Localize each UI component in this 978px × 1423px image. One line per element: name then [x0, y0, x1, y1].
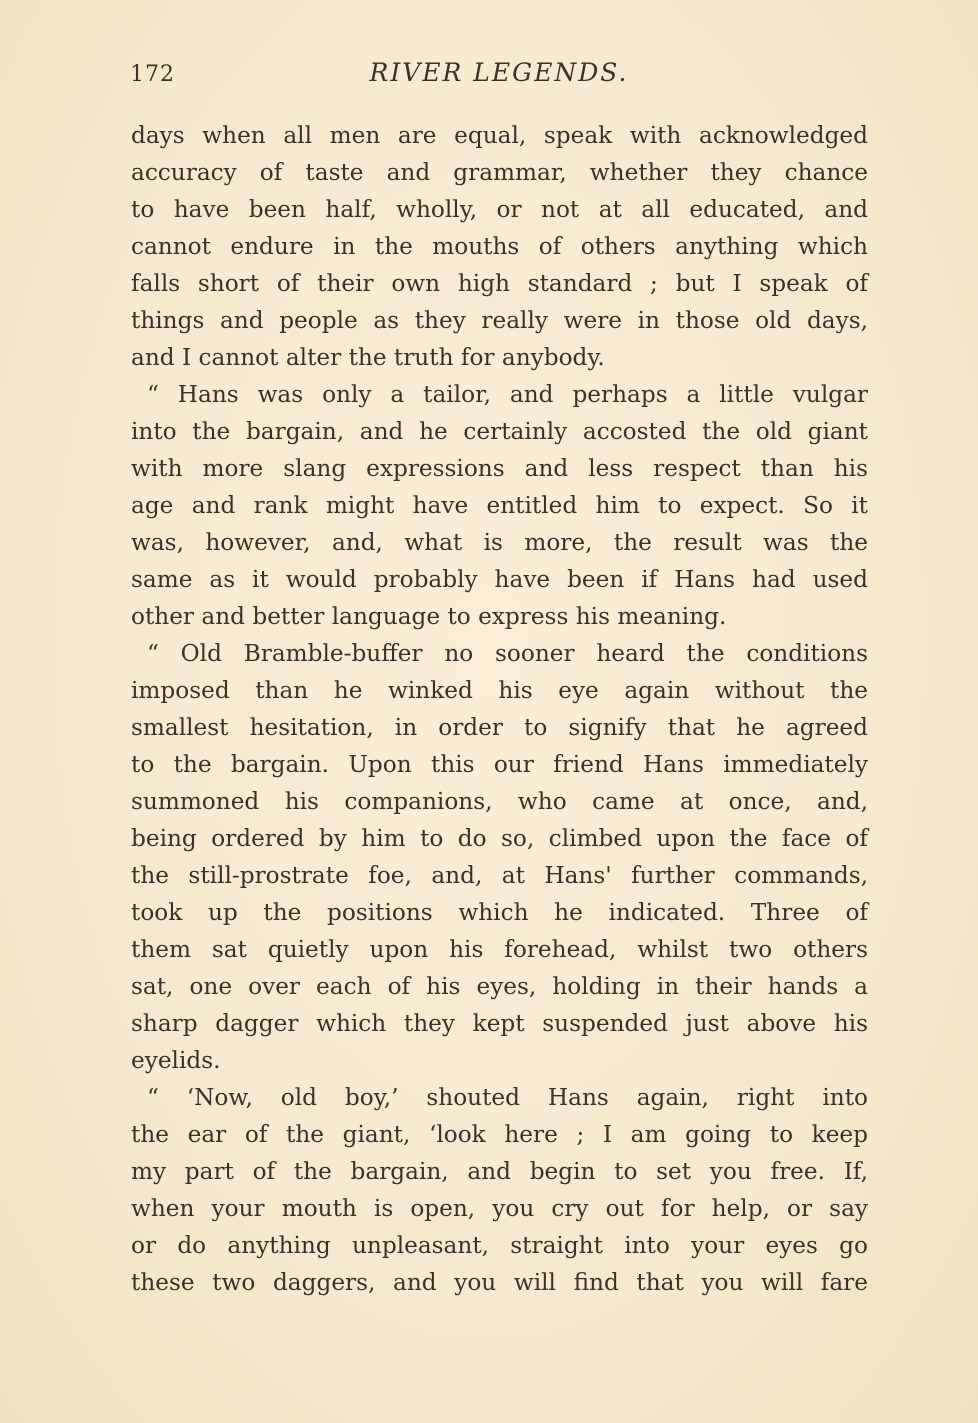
running-head: RIVER LEGENDS.	[369, 58, 629, 87]
text-line: imposed than he winked his eye again without the	[131, 677, 868, 704]
text-line: accuracy of taste and grammar, whether they chance	[131, 159, 868, 186]
text-line: when your mouth is open, you cry out for help, or say	[131, 1195, 868, 1222]
text-line: took up the positions which he indicated. Three of	[131, 899, 868, 926]
page-header	[130, 58, 868, 92]
paragraph	[131, 376, 868, 635]
text-line: cannot endure in the mouths of others anything which	[131, 233, 868, 260]
text-line: was, however, and, what is more, the result was the	[131, 529, 868, 556]
text-line: sharp dagger which they kept suspended just above his	[131, 1010, 868, 1037]
text-line: same as it would probably have been if Hans had used	[131, 566, 868, 593]
text-line: “ Hans was only a tailor, and perhaps a little vulgar	[147, 381, 868, 408]
text-line: my part of the bargain, and begin to set you free. If,	[131, 1158, 868, 1185]
text-line: eyelids.	[131, 1047, 221, 1074]
text-line: age and rank might have entitled him to expect. So it	[131, 492, 868, 519]
text-line: the ear of the giant, ‘look here ; I am going to keep	[131, 1121, 868, 1148]
text-line: smallest hesitation, in order to signify that he agreed	[131, 714, 868, 741]
text-line: being ordered by him to do so, climbed upon the face of	[131, 825, 868, 852]
text-line: falls short of their own high standard ; but I speak of	[131, 270, 868, 297]
paragraph	[131, 1079, 868, 1301]
text-line: with more slang expressions and less respect than his	[131, 455, 868, 482]
body-text	[131, 117, 868, 1301]
text-line: and I cannot alter the truth for anybody.	[131, 344, 605, 371]
text-line: “ ‘Now, old boy,’ shouted Hans again, right into	[147, 1084, 868, 1111]
text-line: or do anything unpleasant, straight into your eyes go	[131, 1232, 868, 1259]
text-line: things and people as they really were in those old days,	[131, 307, 868, 334]
text-line: to have been half, wholly, or not at all educated, and	[131, 196, 868, 223]
text-line: into the bargain, and he certainly accosted the old giant	[131, 418, 868, 445]
text-line: sat, one over each of his eyes, holding in their hands a	[131, 973, 868, 1000]
text-line: these two daggers, and you will find that you will fare	[131, 1269, 868, 1296]
text-line: “ Old Bramble-buffer no sooner heard the conditions	[147, 640, 868, 667]
paragraph	[131, 635, 868, 1079]
text-line: the still-prostrate foe, and, at Hans' further commands,	[131, 862, 868, 889]
text-line: other and better language to express his meaning.	[131, 603, 727, 630]
text-line: to the bargain. Upon this our friend Hans immediately	[131, 751, 868, 778]
paragraph	[131, 117, 868, 376]
text-line: them sat quietly upon his forehead, whilst two others	[131, 936, 868, 963]
page-number: 172	[130, 62, 175, 87]
text-line: summoned his companions, who came at once, and,	[131, 788, 868, 815]
text-line: days when all men are equal, speak with acknowledged	[131, 122, 868, 149]
